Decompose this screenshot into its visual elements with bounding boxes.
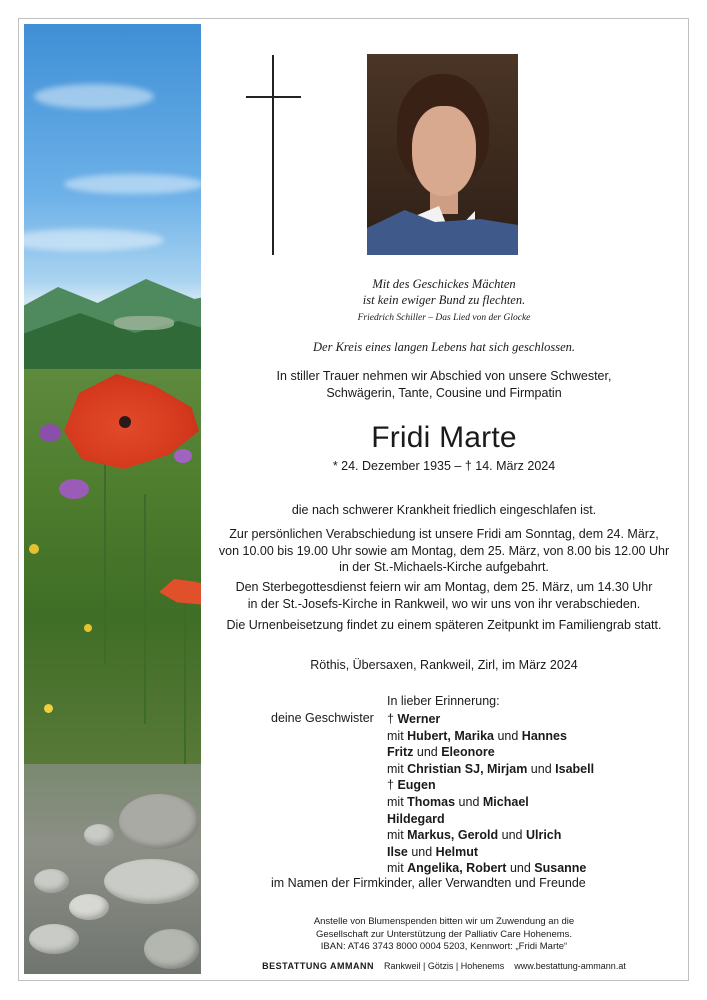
funeral-home-locations: Rankweil | Götzis | Hohenems — [384, 961, 505, 971]
landscape-photo — [24, 24, 201, 974]
siblings-label: deine Geschwister — [271, 711, 374, 725]
family-row: † Eugen — [387, 778, 436, 793]
cross-icon — [272, 55, 274, 255]
family-row: Hildegard — [387, 811, 445, 826]
family-row: mit Markus, Gerold und Ulrich — [387, 828, 562, 843]
family-row: Ilse und Helmut — [387, 844, 479, 859]
life-dates: * 24. Dezember 1935 – † 14. März 2024 — [332, 459, 556, 473]
family-row: mit Hubert, Marika und Hannes — [387, 728, 567, 743]
deceased-name: Fridi Marte — [371, 421, 517, 454]
family-row: † Werner — [387, 712, 441, 726]
cross-icon-bar — [246, 96, 301, 98]
donation-note — [205, 916, 683, 954]
family-row: Fritz und Eleonore — [387, 745, 495, 760]
footer — [205, 961, 683, 971]
life-circle-line: Der Kreis eines langen Lebens hat sich geschlossen. — [313, 340, 575, 354]
donation-line: Gesellschaft zur Unterstützung der Palliativ Care Hohenems. — [315, 928, 573, 940]
paragraph-line: Den Sterbegottesdienst feiern wir am Montag, dem 25. März, um 14.30 Uhr — [235, 580, 653, 594]
intro-line: In stiller Trauer nehmen wir Abschied von unsere Schwester, — [276, 369, 612, 383]
quote-line: ist kein ewiger Bund zu flechten. — [362, 293, 526, 307]
quote-attribution: Friedrich Schiller – Das Lied von der Glocke — [357, 313, 531, 323]
paragraph-viewing — [205, 526, 683, 576]
closing-line: im Namen der Firmkinder, aller Verwandten und Freunde — [271, 876, 586, 890]
funeral-home-brand: BESTATTUNG AMMANN — [262, 961, 374, 971]
place-date: Röthis, Übersaxen, Rankweil, Zirl, im März 2024 — [310, 658, 578, 672]
donation-line: Anstelle von Blumenspenden bitten wir um Zuwendung an die — [313, 916, 575, 927]
paragraph-line: in der St.-Michaels-Kirche aufgebahrt. — [339, 560, 549, 574]
family-row: mit Thomas und Michael — [387, 794, 529, 809]
paragraph-line: in der St.-Josefs-Kirche in Rankweil, wo wir uns von ihr verabschieden. — [247, 596, 641, 611]
quote-line: Mit des Geschickes Mächten — [372, 277, 516, 291]
paragraph-service — [205, 579, 683, 612]
paragraph-line: Zur persönlichen Verabschiedung ist unsere Fridi am Sonntag, dem 24. März, — [229, 527, 659, 541]
paragraph-burial: Die Urnenbeisetzung findet zu einem späteren Zeitpunkt im Familiengrab statt. — [226, 618, 662, 632]
intro-text — [205, 368, 683, 402]
intro-line: Schwägerin, Tante, Cousine und Firmpatin — [326, 386, 562, 400]
family-row: mit Christian SJ, Mirjam und Isabell — [387, 761, 595, 776]
family-row: mit Angelika, Robert und Susanne — [387, 861, 587, 876]
quote — [205, 276, 683, 308]
paragraph-line: von 10.00 bis 19.00 Uhr sowie am Montag, dem 25. März, von 8.00 bis 12.00 Uhr — [218, 543, 670, 558]
family-names-list — [387, 711, 594, 877]
memory-intro: In lieber Erinnerung: — [387, 694, 500, 708]
paragraph-passing: die nach schwerer Krankheit friedlich eingeschlafen ist. — [291, 503, 597, 517]
donation-iban: IBAN: AT46 3743 8000 0004 5203, Kennwort: „Fridi Marte“ — [320, 941, 568, 952]
funeral-home-website[interactable]: www.bestattung-ammann.at — [514, 961, 626, 971]
portrait-photo — [367, 54, 518, 255]
